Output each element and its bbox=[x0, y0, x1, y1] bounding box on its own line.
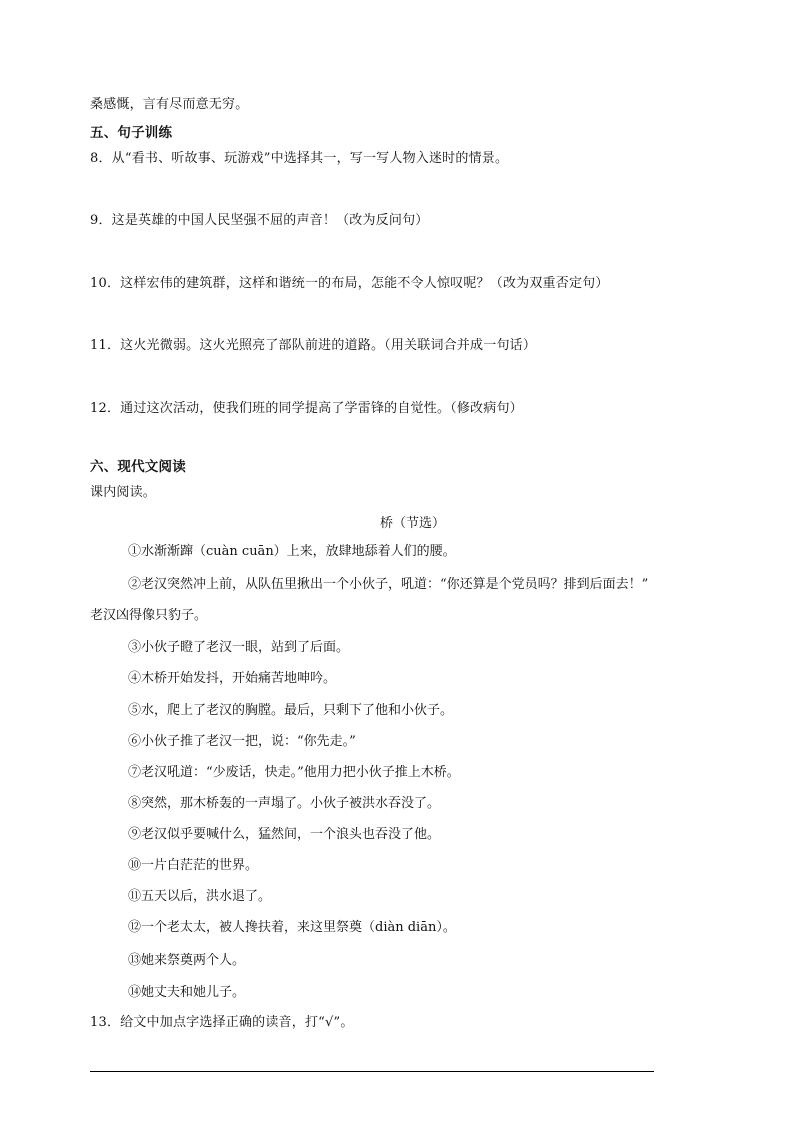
passage-paragraph: ⑦老汉吼道：“少废话，快走。”他用力把小伙子推上木桥。 bbox=[128, 765, 460, 780]
answer-line bbox=[90, 1071, 654, 1072]
passage-paragraph: ⑬她来祭奠两个人。 bbox=[128, 953, 246, 968]
question-12: 12．通过这次活动，使我们班的同学提高了学雷锋的自觉性。（修改病句） bbox=[90, 401, 523, 416]
passage-title: 桥（节选） bbox=[380, 516, 446, 531]
question-10: 10．这样宏伟的建筑群，这样和谐统一的布局，怎能不令人惊叹呢？（改为双重否定句） bbox=[90, 276, 609, 291]
passage-paragraph: ③小伙子瞪了老汉一眼，站到了后面。 bbox=[128, 640, 350, 655]
passage-paragraph-cont: 老汉凶得像只豹子。 bbox=[90, 608, 208, 623]
passage-paragraph: ⑨老汉似乎要喊什么，猛然间，一个浪头也吞没了他。 bbox=[128, 827, 441, 842]
section6-sub: 课内阅读。 bbox=[90, 485, 157, 500]
question-11: 11．这火光微弱。这火光照亮了部队前进的道路。（用关联词合并成一句话） bbox=[90, 338, 537, 353]
question-13: 13．给文中加点字选择正确的读音，打“√”。 bbox=[90, 1015, 354, 1030]
passage-paragraph: ①水渐渐蹿（cuàn cuān）上来，放肆地舔着人们的腰。 bbox=[128, 544, 456, 559]
passage-paragraph: ⑤水，爬上了老汉的胸膛。最后，只剩下了他和小伙子。 bbox=[128, 703, 454, 718]
passage-paragraph: ⑪五天以后，洪水退了。 bbox=[128, 889, 272, 904]
top-fragment: 桑感慨，言有尽而意无穷。 bbox=[90, 97, 249, 112]
passage-paragraph: ②老汉突然冲上前，从队伍里揪出一个小伙子，吼道：“你还算是个党员吗？排到后面去！” bbox=[128, 577, 649, 592]
passage-paragraph: ⑧突然，那木桥轰的一声塌了。小伙子被洪水吞没了。 bbox=[128, 796, 441, 811]
section6-heading: 六、现代文阅读 bbox=[90, 459, 186, 475]
question-8: 8．从“看书、听故事、玩游戏”中选择其一，写一写人物入迷时的情景。 bbox=[90, 151, 509, 166]
section5-heading: 五、句子训练 bbox=[90, 125, 173, 141]
passage-paragraph: ⑫一个老太太，被人搀扶着，来这里祭奠（diàn diān）。 bbox=[128, 920, 456, 935]
question-9: 9．这是英雄的中国人民坚强不屈的声音！（改为反问句） bbox=[90, 213, 429, 228]
passage-paragraph: ⑩一片白茫茫的世界。 bbox=[128, 858, 259, 873]
passage-paragraph: ⑭她丈夫和她儿子。 bbox=[128, 985, 246, 1000]
passage-paragraph: ④木桥开始发抖，开始痛苦地呻吟。 bbox=[128, 671, 337, 686]
passage-paragraph: ⑥小伙子推了老汉一把，说：“你先走。” bbox=[128, 734, 356, 749]
